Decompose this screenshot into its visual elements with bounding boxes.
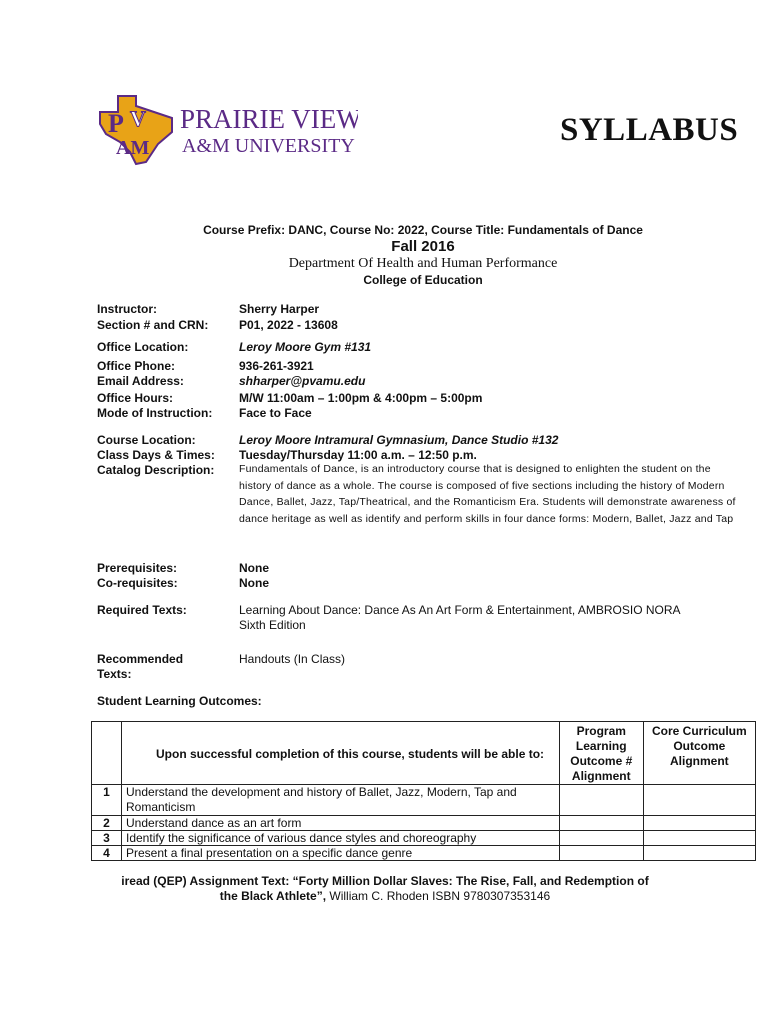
course-location-label: Course Location: [97,433,196,447]
qep-assignment [40,874,730,904]
row-number: 1 [92,785,122,816]
course-location-value: Leroy Moore Intramural Gymnasium, Dance Studio #132 [239,433,559,447]
office-phone-value: 936-261-3921 [239,359,314,373]
table-row [92,785,756,816]
section-label: Section # and CRN: [97,318,209,332]
university-logo [96,92,358,168]
document-title: SYLLABUS [560,112,739,148]
table-row [92,846,756,861]
outcomes-heading: Student Learning Outcomes: [97,694,262,708]
required-texts-label: Required Texts: [97,603,187,617]
corequisites-value: None [239,576,269,590]
class-days-value: Tuesday/Thursday 11:00 a.m. – 12:50 p.m. [239,448,477,462]
catalog-label: Catalog Description: [97,463,215,477]
row-core [643,785,755,816]
row-outcome: Present a final presentation on a specific dance genre [122,846,560,861]
section-value: P01, 2022 - 13608 [239,318,338,332]
row-outcome: Understand dance as an art form [122,816,560,831]
qep-title-line2: the Black Athlete”, [219,889,327,903]
prerequisites-value: None [239,561,269,575]
row-number: 4 [92,846,122,861]
row-number: 3 [92,831,122,846]
row-plo [559,816,643,831]
table-row [92,816,756,831]
svg-text:V: V [130,106,146,131]
term-heading: Fall 2016 [391,238,455,255]
svg-text:P: P [108,109,124,138]
office-hours-label: Office Hours: [97,391,174,405]
required-texts-line2: Sixth Edition [239,618,306,632]
course-prefix-line: Course Prefix: DANC, Course No: 2022, Course Title: Fundamentals of Dance [203,223,643,237]
instructor-label: Instructor: [97,302,157,316]
row-plo [559,846,643,861]
row-core [643,831,755,846]
catalog-description: Fundamentals of Dance, is an introductory course that is designed to enlighten the student on the history of dance as a whole. The course is composed of five sections including the history of Modern Dance, Ballet, Jazz, Tap/Theatrical, and the Romanticism Era. Students will demonstrate awareness of dance heritage as well as identify and perform skills in four dance forms: Modern, Ballet, Jazz and Tap [239,463,736,525]
recommended-texts-value: Handouts (In Class) [239,652,346,666]
email-value: shharper@pvamu.edu [239,374,366,388]
prerequisites-label: Prerequisites: [97,561,178,575]
plo-column-header: Program Learning Outcome # Alignment [559,722,643,785]
row-plo [559,785,643,816]
office-location-label: Office Location: [97,340,189,354]
outcomes-header-row [92,722,756,785]
logo-line-2: A&M UNIVERSITY [182,135,355,157]
class-days-label: Class Days & Times: [97,448,215,462]
instructor-value: Sherry Harper [239,302,320,316]
corequisites-label: Co-requisites: [97,576,178,590]
recommended-label-2: Texts: [97,667,132,681]
office-hours-value: M/W 11:00am – 1:00pm & 4:00pm – 5:00pm [239,391,483,405]
qep-title-line1: iread (QEP) Assignment Text: “Forty Million Dollar Slaves: The Rise, Fall, and Redemption of [121,874,649,888]
row-number: 2 [92,816,122,831]
mode-label: Mode of Instruction: [97,406,213,420]
core-column-header: Core Curriculum Outcome Alignment [643,722,755,785]
department-name: Department Of Health and Human Performance [288,256,558,271]
college-name: College of Education [363,273,483,287]
outcomes-table [91,721,756,861]
row-core [643,816,755,831]
table-row [92,831,756,846]
pvamu-seal-icon [96,92,358,168]
required-texts-line1: Learning About Dance: Dance As An Art Form & Entertainment, AMBROSIO NORA [239,603,681,617]
row-outcome: Understand the development and history of Ballet, Jazz, Modern, Tap and Romanticism [122,785,560,816]
row-plo [559,831,643,846]
email-label: Email Address: [97,374,184,388]
qep-author-isbn: William C. Rhoden ISBN 9780307353146 [326,889,551,903]
logo-line-1: PRAIRIE VIEW [180,104,358,134]
number-column-header [92,722,122,785]
mode-value: Face to Face [239,406,312,420]
row-core [643,846,755,861]
office-location-value: Leroy Moore Gym #131 [239,340,372,354]
office-phone-label: Office Phone: [97,359,176,373]
row-outcome: Identify the significance of various dance styles and choreography [122,831,560,846]
outcome-column-header: Upon successful completion of this course, students will be able to: [122,722,560,785]
svg-text:AM: AM [116,137,150,159]
recommended-label-1: Recommended [97,652,184,666]
